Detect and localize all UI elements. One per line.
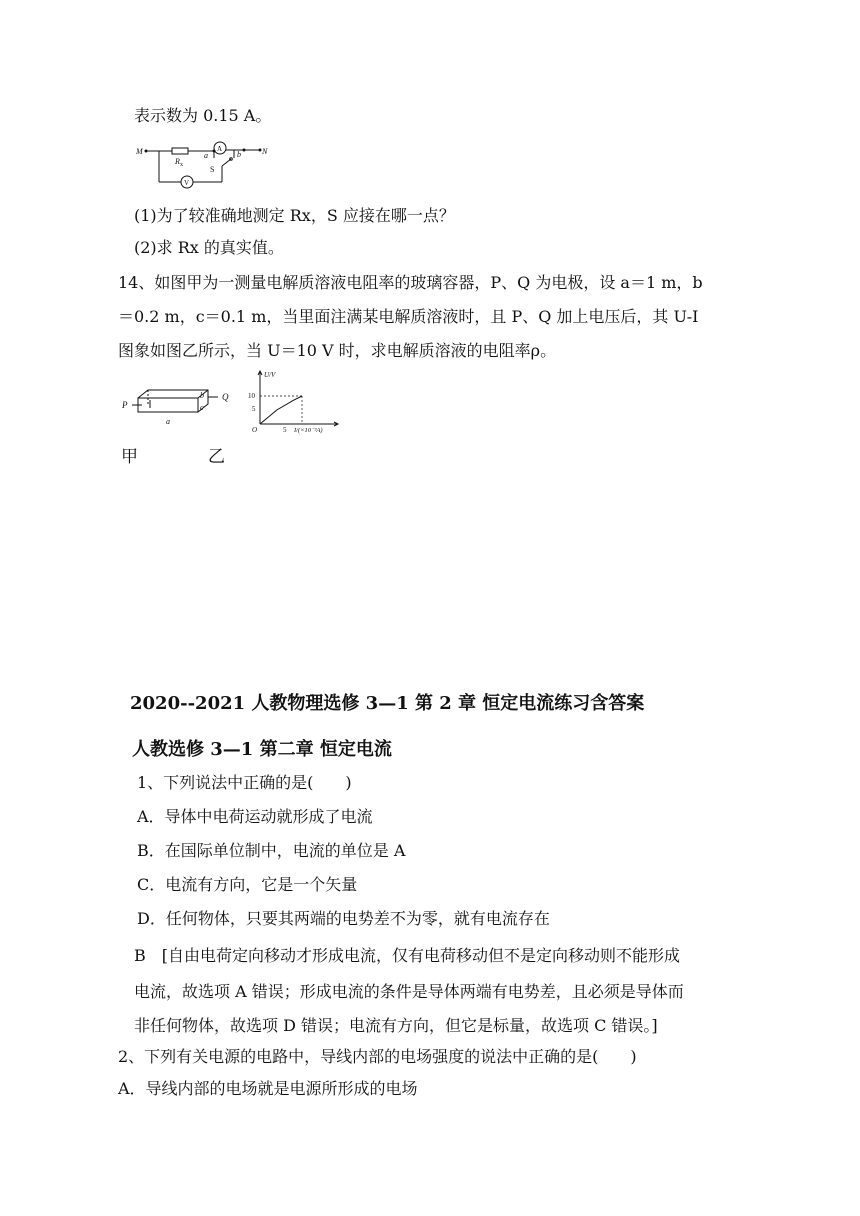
rx-resistor <box>172 148 188 154</box>
y-axis-label: U/V <box>264 371 276 379</box>
x-tick-label: 5 <box>283 426 287 434</box>
q1-stem: 1、下列说法中正确的是( ) <box>137 773 352 792</box>
origin-label: O <box>252 426 258 434</box>
q1-answer-line2: 电流，故选项 A 错误；形成电流的条件是导体两端有电势差，且必须是导体而 <box>134 982 684 1001</box>
y-tick-label: 5 <box>252 405 256 413</box>
svg-text:V: V <box>184 179 190 187</box>
figure-jia-container <box>120 384 240 432</box>
svg-text:Q: Q <box>222 392 229 402</box>
svg-text:a: a <box>166 417 170 426</box>
svg-text:P: P <box>122 400 128 410</box>
circuit-diagram <box>134 138 284 192</box>
q2-stem: 2、下列有关电源的电路中，导线内部的电场强度的说法中正确的是( ) <box>118 1047 637 1066</box>
y-tick-label: 10 <box>248 392 255 400</box>
svg-text:M: M <box>136 147 143 156</box>
svg-text:x: x <box>180 162 183 168</box>
x-axis-label: I/(×10⁻³A) <box>294 427 323 434</box>
q2-option-a: A．导线内部的电场就是电源所形成的电场 <box>118 1079 418 1098</box>
ui-curve <box>260 396 302 424</box>
q13-sub2: (2)求 Rx 的真实值。 <box>134 238 284 257</box>
figure-yi-ui-graph <box>246 368 346 436</box>
q1-option-d: D．任何物体，只要其两端的电势差不为零，就有电流存在 <box>137 909 550 928</box>
svg-text:b: b <box>200 391 204 400</box>
svg-text:A: A <box>217 145 223 153</box>
q14-line3: 图象如图乙所示，当 U＝10 V 时，求电解质溶液的电阻率ρ。 <box>118 341 557 360</box>
q1-option-c: C．电流有方向，它是一个矢量 <box>137 875 358 894</box>
svg-text:N: N <box>262 147 268 156</box>
q1-option-a: A．导体中电荷运动就形成了电流 <box>137 807 373 826</box>
caption-jia: 甲 <box>121 447 138 467</box>
q14-line1: 14、如图甲为一测量电解质溶液电阻率的玻璃容器，P、Q 为电极，设 a＝1 m，b <box>118 273 703 292</box>
q1-option-b: B．在国际单位制中，电流的单位是 A <box>137 841 406 860</box>
q13-sub1: (1)为了较准确地测定 Rx，S 应接在哪一点？ <box>134 206 455 225</box>
svg-text:S: S <box>210 165 215 174</box>
svg-text:c: c <box>200 403 204 412</box>
q1-answer-line1: B [自由电荷定向移动才形成电流，仅有电荷移动但不是定向移动则不能形成 <box>134 946 681 965</box>
q14-line2: ＝0.2 m，c＝0.1 m，当里面注满某电解质溶液时，且 P、Q 加上电压后，其 U-I <box>118 307 699 326</box>
page-title: 2020--2021 人教物理选修 3—1 第 2 章 恒定电流练习含答案 <box>130 693 645 714</box>
caption-yi: 乙 <box>208 447 225 467</box>
section-heading: 人教选修 3—1 第二章 恒定电流 <box>132 739 392 760</box>
container-front <box>138 398 198 412</box>
q1-answer-line3: 非任何物体，故选项 D 错误；电流有方向，但它是标量，故选项 C 错误。] <box>134 1016 658 1035</box>
svg-text:a: a <box>204 151 208 160</box>
q13-line: 表示数为 0.15 A。 <box>134 106 272 125</box>
svg-text:R: R <box>175 157 180 166</box>
svg-text:b: b <box>237 150 241 159</box>
